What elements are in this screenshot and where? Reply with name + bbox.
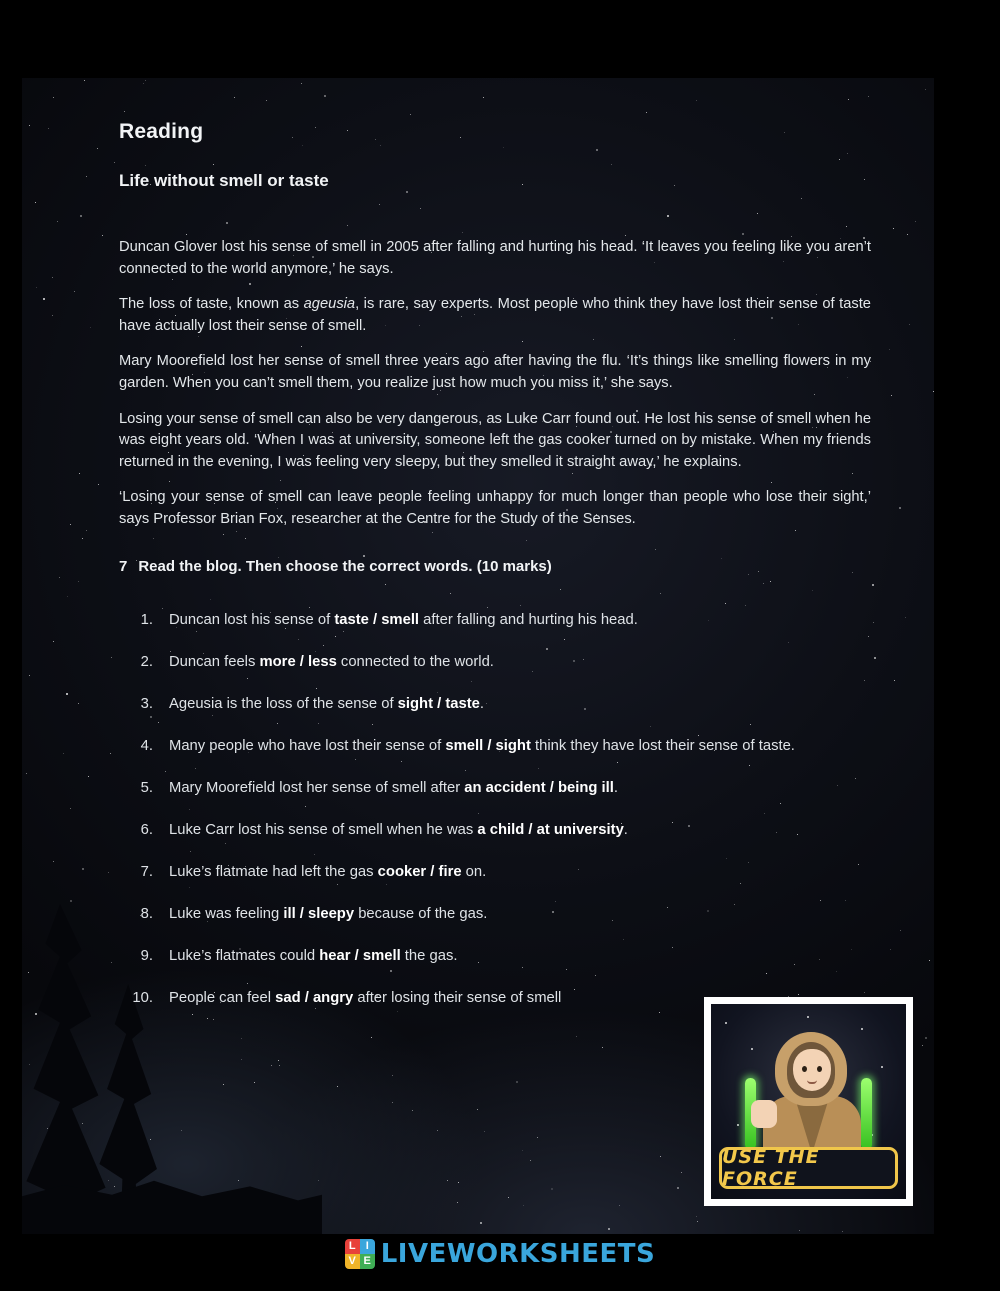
question-item — [119, 945, 909, 968]
article-paragraph — [119, 351, 871, 394]
question-list — [119, 609, 909, 1011]
jedi-eye-right — [817, 1066, 822, 1072]
logo-letter-v: V — [345, 1254, 360, 1269]
question-item — [119, 609, 909, 632]
jedi-eye-left — [802, 1066, 807, 1072]
jedi-hand — [751, 1100, 777, 1128]
answer-choice-pair[interactable]: taste / smell — [334, 611, 420, 628]
answer-choice-pair[interactable]: cooker / fire — [377, 864, 462, 881]
term-ageusia: ageusia — [303, 296, 356, 313]
question-item — [119, 651, 909, 674]
question-text-before: Mary Moorefield lost her sense of smell after — [169, 780, 465, 797]
question-text-before: Luke’s flatmate had left the gas — [169, 864, 378, 881]
answer-choice-pair[interactable]: sight / taste — [397, 695, 480, 712]
question-number: 3. — [140, 695, 153, 712]
question-text-before: Luke Carr lost his sense of smell when he was — [169, 822, 478, 839]
question-text-before: Many people who have lost their sense of — [169, 737, 446, 754]
question-number: 10. — [132, 990, 153, 1007]
answer-choice-pair[interactable]: sad / angry — [275, 990, 354, 1007]
question-number: 9. — [140, 948, 153, 965]
question-text-before: Luke’s flatmates could — [169, 948, 320, 965]
question-item — [119, 693, 909, 716]
question-text-after: . — [479, 695, 485, 712]
article-paragraph — [119, 237, 871, 280]
question-text-after: think they have lost their sense of taste. — [530, 737, 795, 754]
question-item — [119, 735, 909, 758]
exercise-number: 7 — [119, 557, 128, 575]
logo-letter-l: L — [345, 1239, 360, 1254]
question-text-before: Duncan lost his sense of — [169, 611, 335, 628]
question-number: 6. — [140, 822, 153, 839]
question-number: 5. — [140, 780, 153, 797]
question-number: 8. — [140, 906, 153, 923]
sticker-caption-banner — [719, 1147, 898, 1189]
question-text-before: Ageusia is the loss of the sense of — [169, 695, 398, 712]
jedi-face — [793, 1049, 831, 1091]
answer-choice-pair[interactable]: more / less — [259, 653, 337, 670]
question-text-after: after falling and hurting his head. — [419, 611, 638, 628]
question-text-after: connected to the world. — [336, 653, 494, 670]
question-item — [119, 819, 909, 842]
brand-name: LIVEWORKSHEETS — [380, 1239, 656, 1269]
paragraph-text: ‘Losing your sense of smell can leave people feeling unhappy for much longer than people who lose their sight,’ says Professor Brian Fox, researcher at the Centre for the Study of the Senses. — [119, 489, 871, 528]
question-item — [119, 861, 909, 884]
question-number: 1. — [140, 611, 153, 628]
sticker-caption-text: USE THE FORCE — [722, 1146, 820, 1190]
question-text-after: on. — [461, 864, 487, 881]
question-text-before: People can feel — [169, 990, 276, 1007]
article-paragraph: The loss of taste, known as ageusia, is rare, say experts. Most people who think they have lost their sense of taste have actually lost their sense of smell. — [119, 296, 871, 334]
question-item — [119, 777, 909, 800]
question-text-after: the gas. — [400, 948, 458, 965]
paragraph-text: Mary Moorefield lost her sense of smell three years ago after having the flu. ‘It’s things like smelling flowers in my garden. When you can’t smell them, you realize just how much you miss it,’ she says. — [119, 353, 871, 392]
question-item — [119, 903, 909, 926]
question-text-after: because of the gas. — [354, 906, 488, 923]
logo-letter-e: E — [360, 1254, 375, 1269]
answer-choice-pair[interactable]: a child / at university — [477, 822, 624, 839]
exercise-instruction — [119, 558, 886, 575]
footer-brand — [0, 1239, 1000, 1269]
liveworksheets-logo-icon — [345, 1239, 375, 1269]
question-text-after: . — [613, 780, 619, 797]
sticker-artwork — [711, 1004, 906, 1199]
jedi-sticker-image — [704, 997, 913, 1206]
lightsaber-right-icon — [861, 1078, 872, 1150]
exercise-instruction-text: Read the blog. Then choose the correct words. (10 marks) — [138, 557, 552, 575]
question-text-after: . — [623, 822, 628, 839]
question-number: 2. — [140, 653, 153, 670]
paragraph-text: Duncan Glover lost his sense of smell in 2005 after falling and hurting his head. ‘It leaves you feeling like you aren’t connected to the world anymore,’ he says. — [119, 239, 871, 277]
article-body — [119, 237, 886, 531]
article-subtitle: Life without smell or taste — [119, 171, 329, 190]
question-text-after: after losing their sense of smell — [353, 990, 562, 1007]
question-number: 4. — [140, 737, 153, 754]
article-paragraph — [119, 487, 871, 530]
answer-choice-pair[interactable]: ill / sleepy — [283, 906, 355, 923]
question-text-before: Luke was feeling — [169, 906, 284, 923]
answer-choice-pair[interactable]: hear / smell — [319, 948, 401, 965]
answer-choice-pair[interactable]: smell / sight — [445, 737, 531, 754]
article-paragraph — [119, 409, 871, 474]
question-text-before: Duncan feels — [169, 653, 260, 670]
question-number: 7. — [140, 864, 153, 881]
worksheet-sheet — [22, 78, 934, 1234]
logo-letter-i: I — [360, 1239, 375, 1254]
paragraph-text: Losing your sense of smell can also be very dangerous, as Luke Carr found out. He lost his sense of smell when he was eight years old. ‘When I was at university, someone left the gas cooker turned on by mistake. When my friends returned in the evening, I was feeling very sleepy, but they smelled it straight away,’ he explains. — [119, 410, 871, 470]
answer-choice-pair[interactable]: an accident / being ill — [464, 780, 614, 797]
page-title: Reading — [119, 120, 204, 143]
